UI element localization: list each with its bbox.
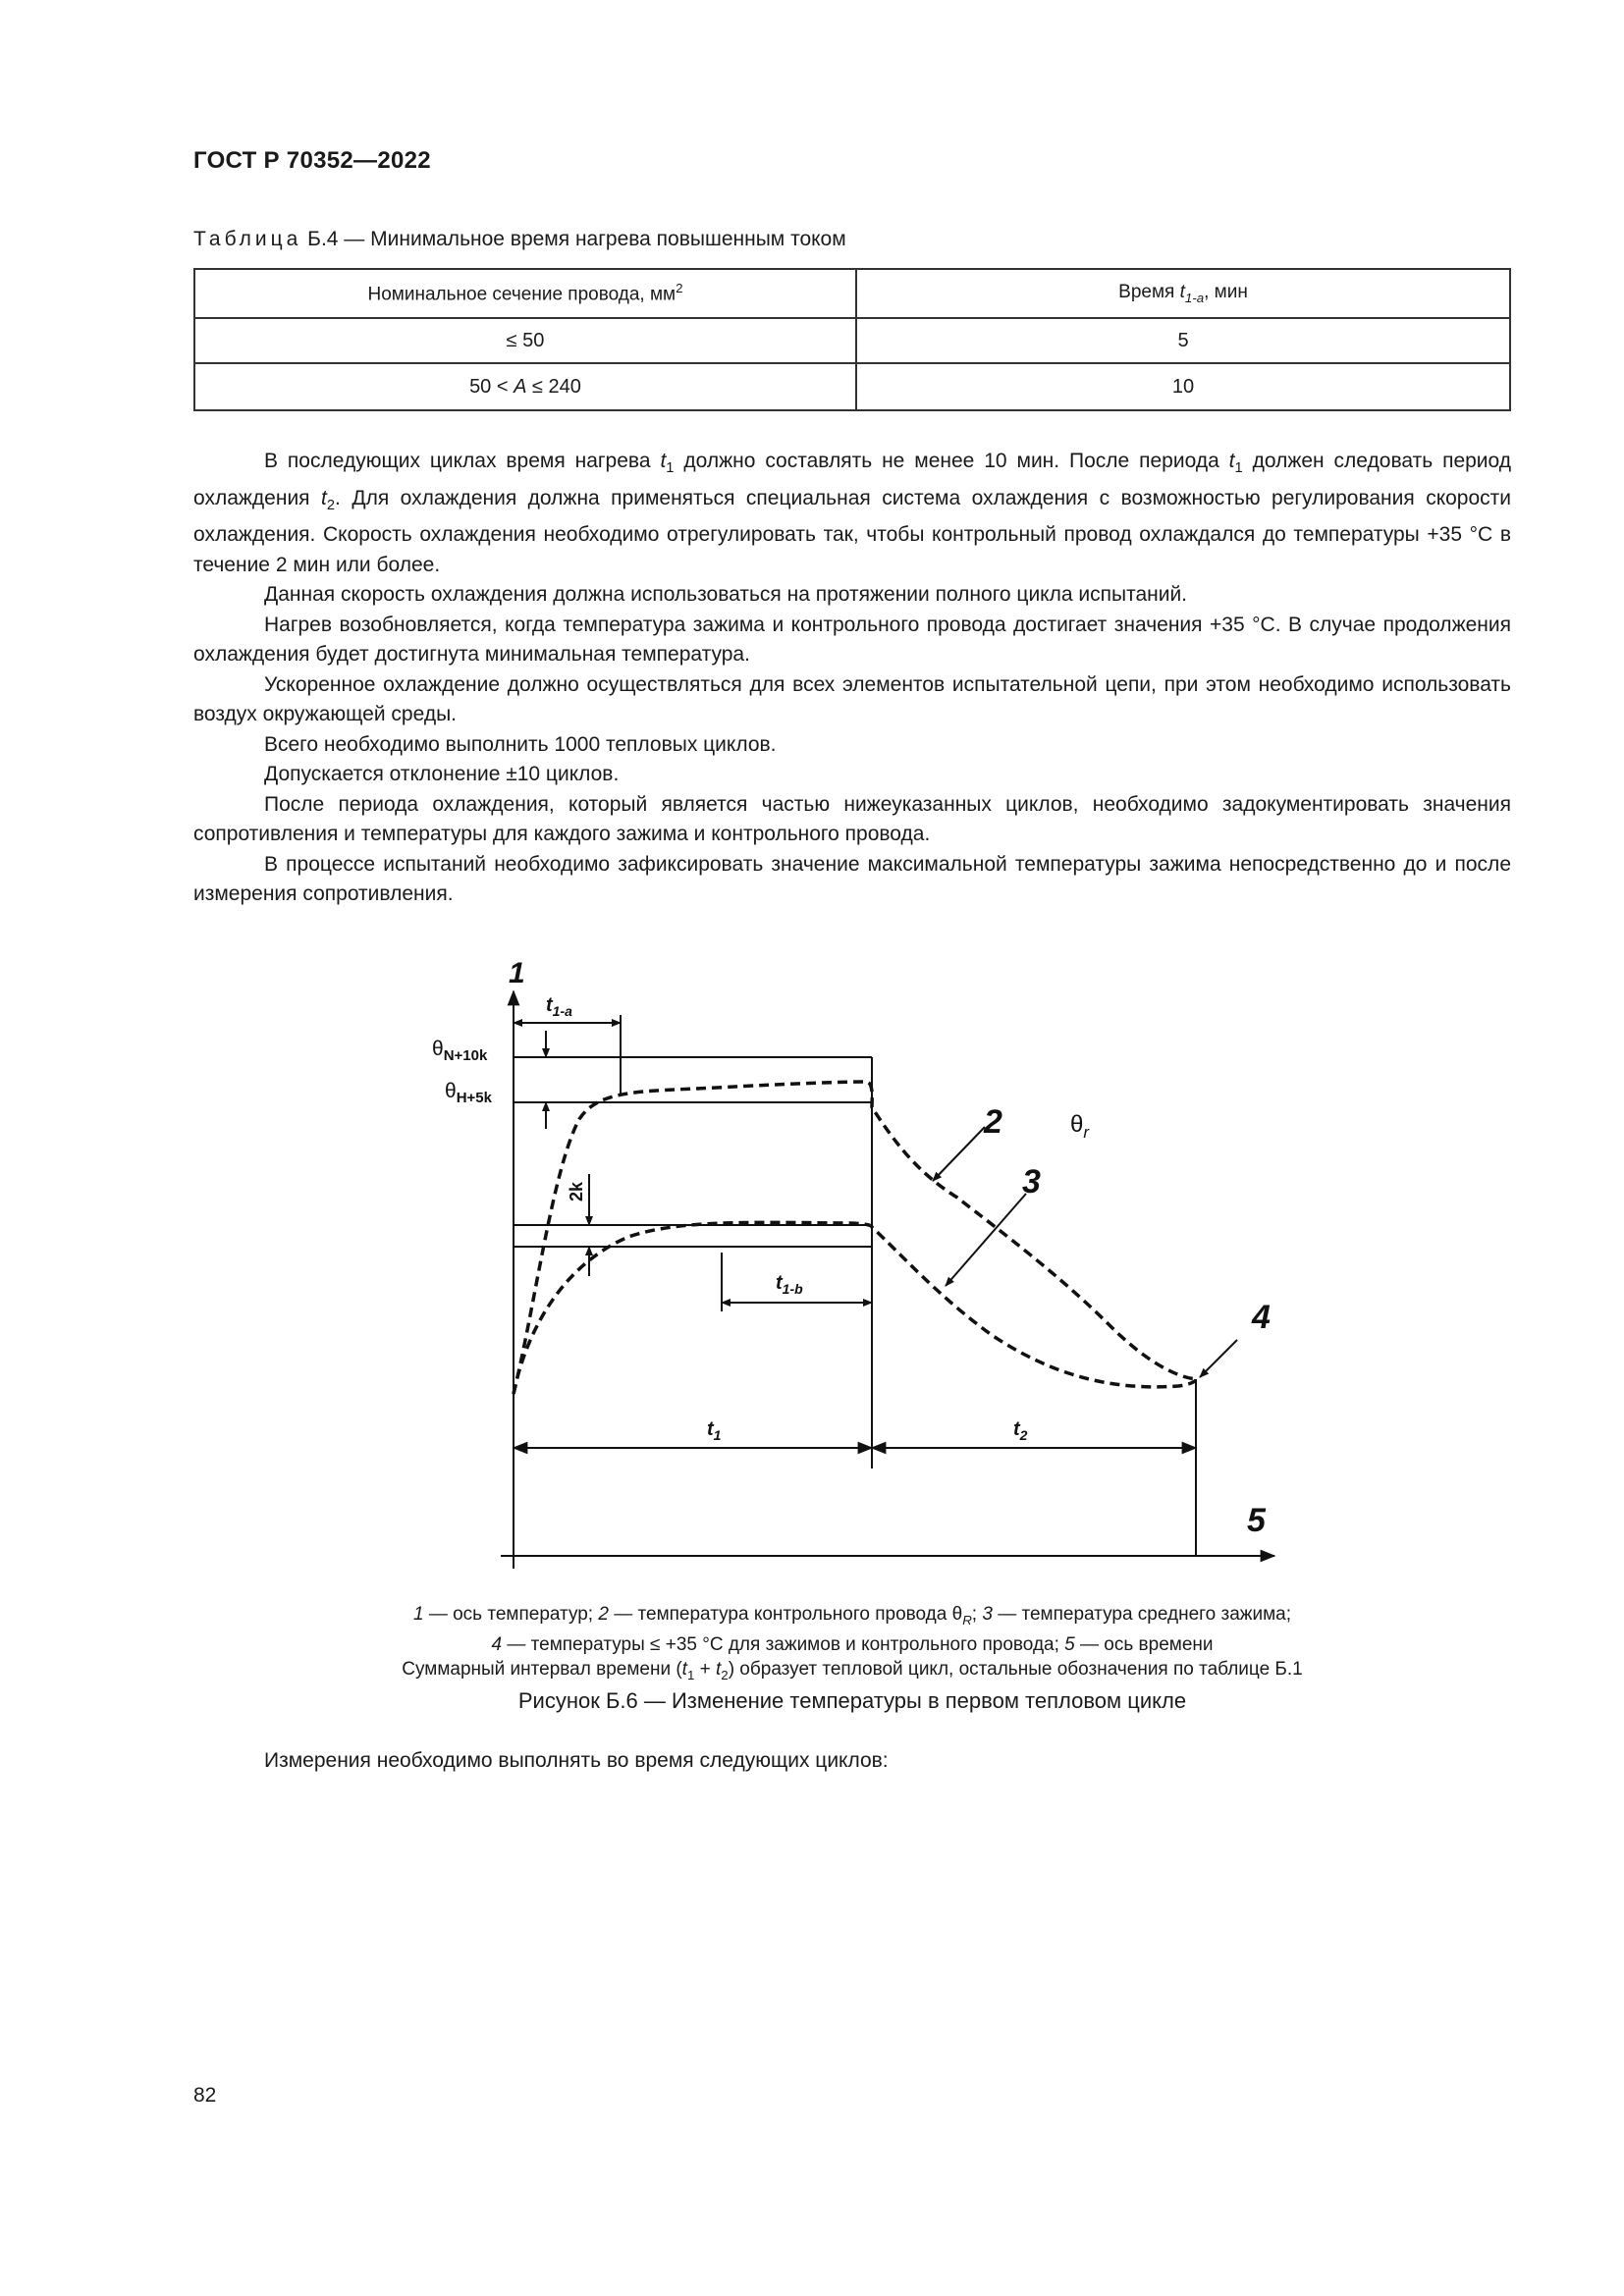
- 2k-label: 2k: [567, 1181, 586, 1201]
- label-5: 5: [1247, 1502, 1266, 1539]
- paragraph: Нагрев возобновляется, когда температура зажима и контрольного провода достигает значения +35 °С. В случае продолжения охлаждения будет достигнута минимальная температура.: [193, 613, 1511, 667]
- table-header-time: Время $t_{1-a}$, мин: [856, 269, 1510, 318]
- document-header: ГОСТ Р 70352—2022: [193, 147, 431, 174]
- page-number: 82: [193, 2084, 217, 2107]
- table-cell-section: 50 < A ≤ 240: [194, 363, 856, 410]
- figure-title: Рисунок Б.6 — Изменение температуры в первом тепловом цикле: [517, 1688, 1187, 1713]
- conductor-temperature-curve: [514, 1082, 1196, 1394]
- label-2: 2: [984, 1103, 1002, 1141]
- legend-line-2: 4 — температуры ≤ +35 °С для зажимов и контрольного провода; 5 — ось времени: [491, 1633, 1214, 1655]
- paragraph: В последующих циклах время нагрева $t_1$ должно составлять не менее 10 мин. После периода $t_1$ должен следовать период охлаждения $t_2$. Для охлаждения должна применяться специальная система охлаждения с возможностью регулирования скорости охлаждения. Скорость охлаждения необходимо отрегулировать так, чтобы контрольный провод охлаждался до температуры +35 °С в течение 2 мин или более.: [193, 450, 1512, 576]
- table-caption-text: Б.4 — Минимальное время нагрева повышенным током: [301, 228, 846, 250]
- paragraph: Ускоренное охлаждение должно осуществляться для всех элементов испытательной цепи, при этом необходимо использовать воздух окружающей среды.: [193, 672, 1511, 726]
- t1a-label: $t_{1-a}$: [546, 994, 572, 1019]
- table-cell-section: ≤ 50: [194, 318, 856, 363]
- leader-4: [1200, 1340, 1237, 1377]
- paragraph: Всего необходимо выполнить 1000 тепловых циклов.: [264, 732, 777, 756]
- paragraph: Данная скорость охлаждения должна использоваться на протяжении полного цикла испытаний.: [264, 583, 1188, 607]
- label-1: 1: [509, 957, 525, 989]
- theta-h5k-label: $\theta_{H+5k}$: [445, 1080, 492, 1106]
- label-3: 3: [1022, 1163, 1041, 1201]
- legend-line-3: Суммарный интервал времени $(t_1 + t_2)$ образует тепловой цикл, остальные обозначения по таблице Б.1: [402, 1658, 1303, 1682]
- label-4: 4: [1252, 1299, 1271, 1336]
- t2-label: $t_2$: [1013, 1418, 1028, 1443]
- table-header-section: Номинальное сечение провода, $мм^2$: [194, 269, 856, 318]
- t1b-label: $t_{1-b}$: [776, 1272, 803, 1297]
- theta-n10k-label: $\theta_{N+10k}$: [432, 1038, 488, 1064]
- table-caption-word: Таблица: [193, 228, 302, 250]
- table-cell-time: 10: [856, 363, 1510, 410]
- leader-2: [933, 1127, 985, 1181]
- clamp-temperature-curve: [514, 1222, 1196, 1394]
- paragraph: После периода охлаждения, который является частью нижеуказанных циклов, необходимо задокументировать значения сопротивления и температуры для каждого зажима и контрольного провода.: [193, 792, 1511, 846]
- paragraph: В процессе испытаний необходимо зафиксировать значение максимальной температуры зажима непосредственно до и после измерения сопротивления.: [193, 852, 1511, 906]
- theta-r-label: $\theta_r$: [1070, 1111, 1090, 1142]
- legend-line-1: 1 — ось температур; 2 — температура контрольного провода $\theta_R$; 3 — температура среднего зажима;: [412, 1604, 1292, 1628]
- paragraph: Допускается отклонение ±10 циклов.: [264, 763, 620, 786]
- closing-paragraph: Измерения необходимо выполнять во время следующих циклов:: [264, 1749, 889, 1772]
- t1-label: $t_1$: [707, 1418, 722, 1443]
- figure-legend: [193, 1602, 1511, 1687]
- table-cell-time: 5: [856, 318, 1510, 363]
